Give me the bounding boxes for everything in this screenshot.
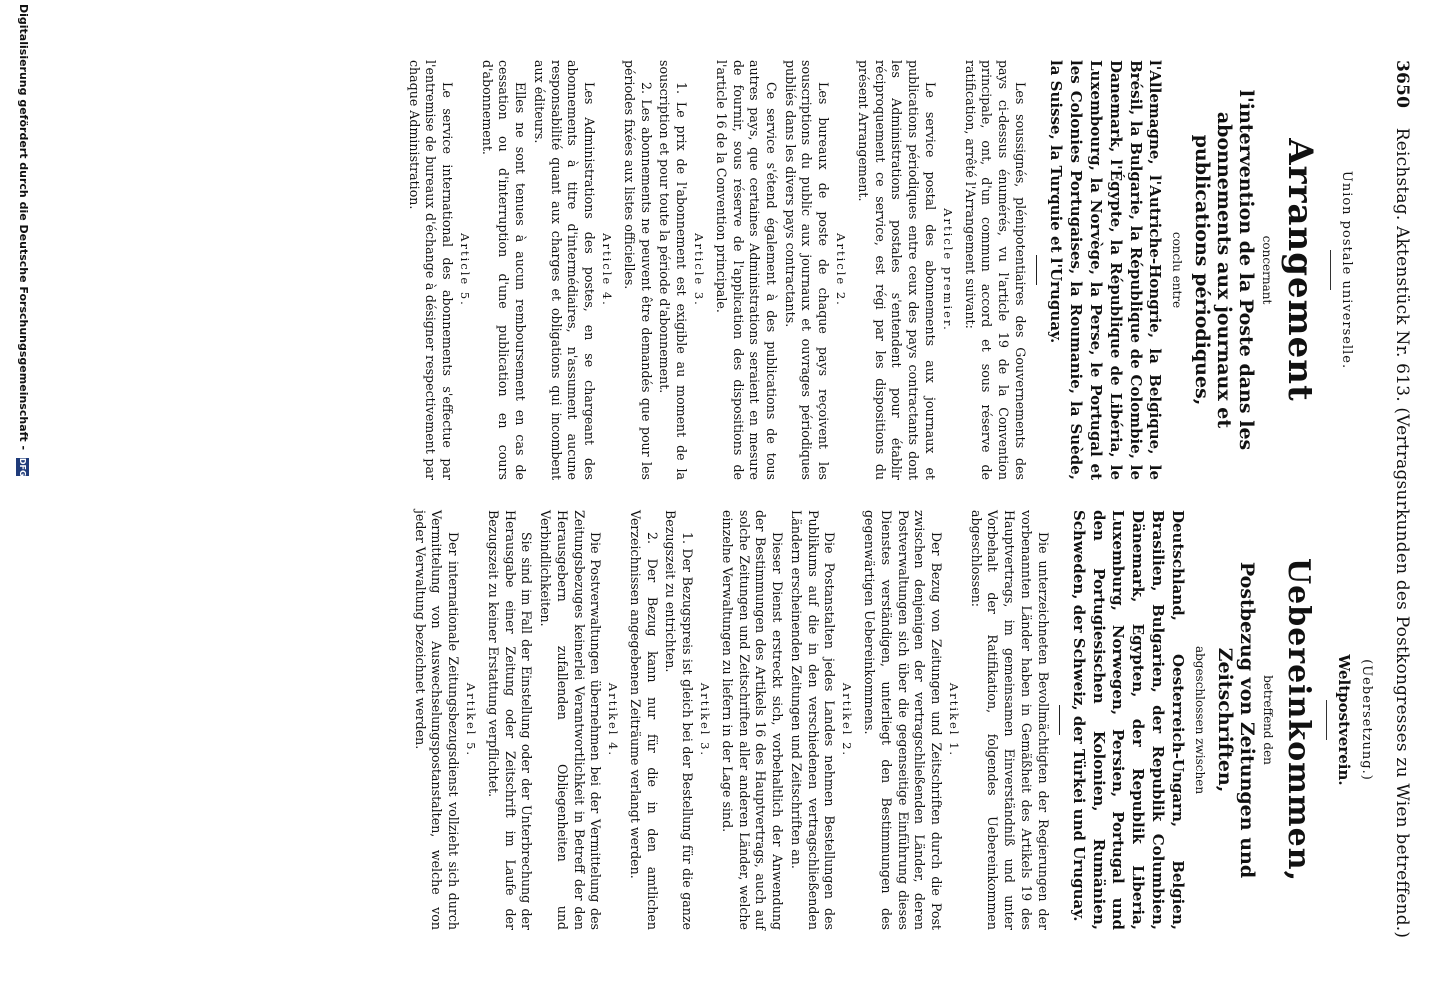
french-article-1: Le service postal des abonnements aux journaux et publications périodiques entre ceux des pays contractants dont les Administrations postales s'entendent pour établir réciproquement ce service, est régi par les dispositions du présent Arrangement.	[855, 60, 938, 480]
french-article-4-heading: Article 4.	[600, 233, 615, 307]
french-conclu: conclu entre	[1170, 231, 1185, 309]
german-union: Weltpostverein.	[1335, 654, 1353, 786]
german-column	[409, 510, 1374, 930]
german-article-3b: 2. Der Bezug kann nur für die in den amtlichen Verzeichnissen angegebenen Zeiträume verlangt werden.	[628, 510, 660, 930]
french-article-5-heading: Article 5.	[458, 233, 473, 307]
french-article-2b: Ce service s'étend également à des publications de tous autres pays, que certaines Administrations seraient en mesure de fournir, sous réserve de l'application des dispositions de l'article 16 de la Convention principale.	[713, 60, 780, 480]
divider	[1330, 250, 1331, 290]
french-article-5: Le service international des abonnements s'effectue par l'entremise de bureaux d'échange à désigner respectivement par chaque Administration.	[406, 60, 456, 480]
french-concernant: concernant	[1260, 235, 1274, 305]
german-article-4a: Die Postverwaltungen übernehmen bei der Vermittelung des Zeitungsbezuges keinerlei Verantwortlichkeit in Betreff der den Herausgebern zufallenden Obliegenheiten und Verbindlichkeiten.	[538, 510, 604, 930]
german-subject: Postbezug von Zeitungen und Zeitschriften,	[1214, 561, 1258, 879]
french-preamble: Les soussignés, plénipotentiaires des Gouvernements des pays ci-dessus énumérés, vu l'article 19 de la Convention principale, ont, d'un commun accord et sous réserve de ratification, arrêté l'Arrangement suivant:	[962, 60, 1028, 480]
french-subject: l'intervention de la Poste dans les abonnements aux journaux et publications périodiques,	[1191, 89, 1257, 451]
french-article-3-heading: Article 3.	[692, 233, 707, 307]
german-article-5: Der internationale Zeitungsbezugsdienst vollzieht sich durch Vermittelung von Auswechselungspostanstalten, welche von jeder Verwaltung bezeichnet werden.	[412, 510, 462, 930]
french-article-1-heading: Article premier.	[940, 208, 955, 332]
french-article-3a: 1. Le prix de l'abonnement est exigible au moment de la souscription et pour toute la période d'abonnement.	[657, 60, 690, 480]
divider	[1036, 255, 1037, 285]
french-column	[403, 60, 1374, 480]
french-article-2-heading: Article 2.	[834, 233, 849, 307]
french-title: Arrangement	[1280, 138, 1320, 402]
german-article-3a: 1. Der Bezugspreis ist gleich bei der Bestellung für die ganze Bezugszeit zu entrichten.	[663, 510, 696, 930]
credit-text: Digitalisierung gefördert durch die Deutsche Forschungsgemeinschaft -	[17, 4, 30, 451]
german-article-4-heading: Artikel 4.	[606, 682, 621, 758]
french-union: Union postale universelle.	[1339, 170, 1354, 370]
german-article-5-heading: Artikel 5.	[464, 682, 479, 758]
german-article-1-heading: Artikel 1.	[947, 682, 962, 758]
german-article-2a: Die Postanstalten jedes Landes nehmen Bestellungen des Publikums auf die in den verschiedenen vertragschließenden Ländern erscheinenden Zeitungen und Zeitschriften an.	[788, 510, 838, 930]
running-head-text: Reichstag. Aktenstück Nr. 613. (Vertragsurkunden des Postkongresses zu Wien betreffend.)	[1392, 127, 1412, 939]
german-betreffend: betreffend den	[1261, 675, 1275, 765]
page-number: 3650	[1392, 60, 1412, 109]
german-parties: Deutschland, Oesterreich-Ungarn, Belgien, Brasilien, Bulgarien, der Republik Columbien, Dänemark, Egypten, der Republik Liberia, Luxemburg, Norwegen, Persien, Portugal und den Portugiesischen Kolonien, Rumänien, Schweden, der Schweiz, der Türkei und Uruguay.	[1069, 510, 1188, 930]
german-title: Uebereinkommen,	[1281, 557, 1316, 883]
german-article-1: Der Bezug von Zeitungen und Zeitschriften durch die Post zwischen denjenigen der vertragschließenden Länder, deren Postverwaltungen sich über die gegenseitige Einführung dieses Dienstes verständigen, unterliegt den Bestimmungen des gegenwärtigen Uebereinkommens.	[862, 510, 945, 930]
french-article-3b: 2. Les abonnements ne peuvent être demandés que pour les périodes fixées aux listes officielles.	[621, 60, 654, 480]
french-article-4a: Les Administrations des postes, en se chargeant des abonnements à titre d'intermédiaires, n'assument aucune responsabilité quant aux charges et obligations qui incombent aux éditeurs.	[531, 60, 598, 480]
german-article-2b: Dieser Dienst erstreckt sich, vorbehaltlich der Anwendung der Bestimmungen des Artikels 16 des Hauptvertrags, auch auf solche Zeitungen und Zeitschriften aller anderen Länder, welche einzelne Verwaltungen zu liefern in der Lage sind.	[719, 510, 786, 930]
german-translation-note: (Uebersetzung.)	[1359, 659, 1374, 781]
dfg-logo: DFG	[18, 457, 28, 477]
french-parties: l'Allemagne, l'Autriche-Hongrie, la Belgique, le Brésil, la Bulgarie, la République de Colombie, le Danemark, l'Égypte, la République de Libéria, le Luxembourg, la Norvège, la Perse, le Portugal et les Colonies Portugaises, la Roumanie, la Suède, la Suisse, la Turquie et l'Uruguay.	[1046, 60, 1165, 480]
german-article-3-heading: Artikel 3.	[698, 682, 713, 758]
german-preamble: Die unterzeichneten Bevollmächtigten der Regierungen der vorbenannten Länder haben in Gemäßheit des Artikels 19 des Hauptvertrags, im gemeinsamen Einverständniß und unter Vorbehalt der Ratifikation, folgendes Uebereinkommen abgeschlossen:	[968, 510, 1051, 930]
divider	[1326, 700, 1327, 740]
german-article-2-heading: Artikel 2.	[840, 682, 855, 758]
german-abgeschlossen: abgeschlossen zwischen	[1193, 645, 1208, 795]
divider	[1059, 705, 1060, 735]
running-head	[1392, 60, 1412, 940]
german-article-4b: Sie sind im Fall der Einstellung oder der Unterbrechung der Herausgabe einer Zeitung oder Zeitschrift im Laufe der Bezugszeit zu keiner Erstattung verpflichtet.	[485, 510, 535, 930]
french-article-4b: Elles ne sont tenues à aucun remboursement en cas de cessation ou d'interruption d'une publication en cours d'abonnement.	[479, 60, 529, 480]
french-article-2a: Les bureaux de poste de chaque pays reçoivent les souscriptions du public aux journaux et ouvrages périodiques publiés dans les divers pays contractants.	[782, 60, 832, 480]
digitization-credit	[17, 0, 31, 1004]
